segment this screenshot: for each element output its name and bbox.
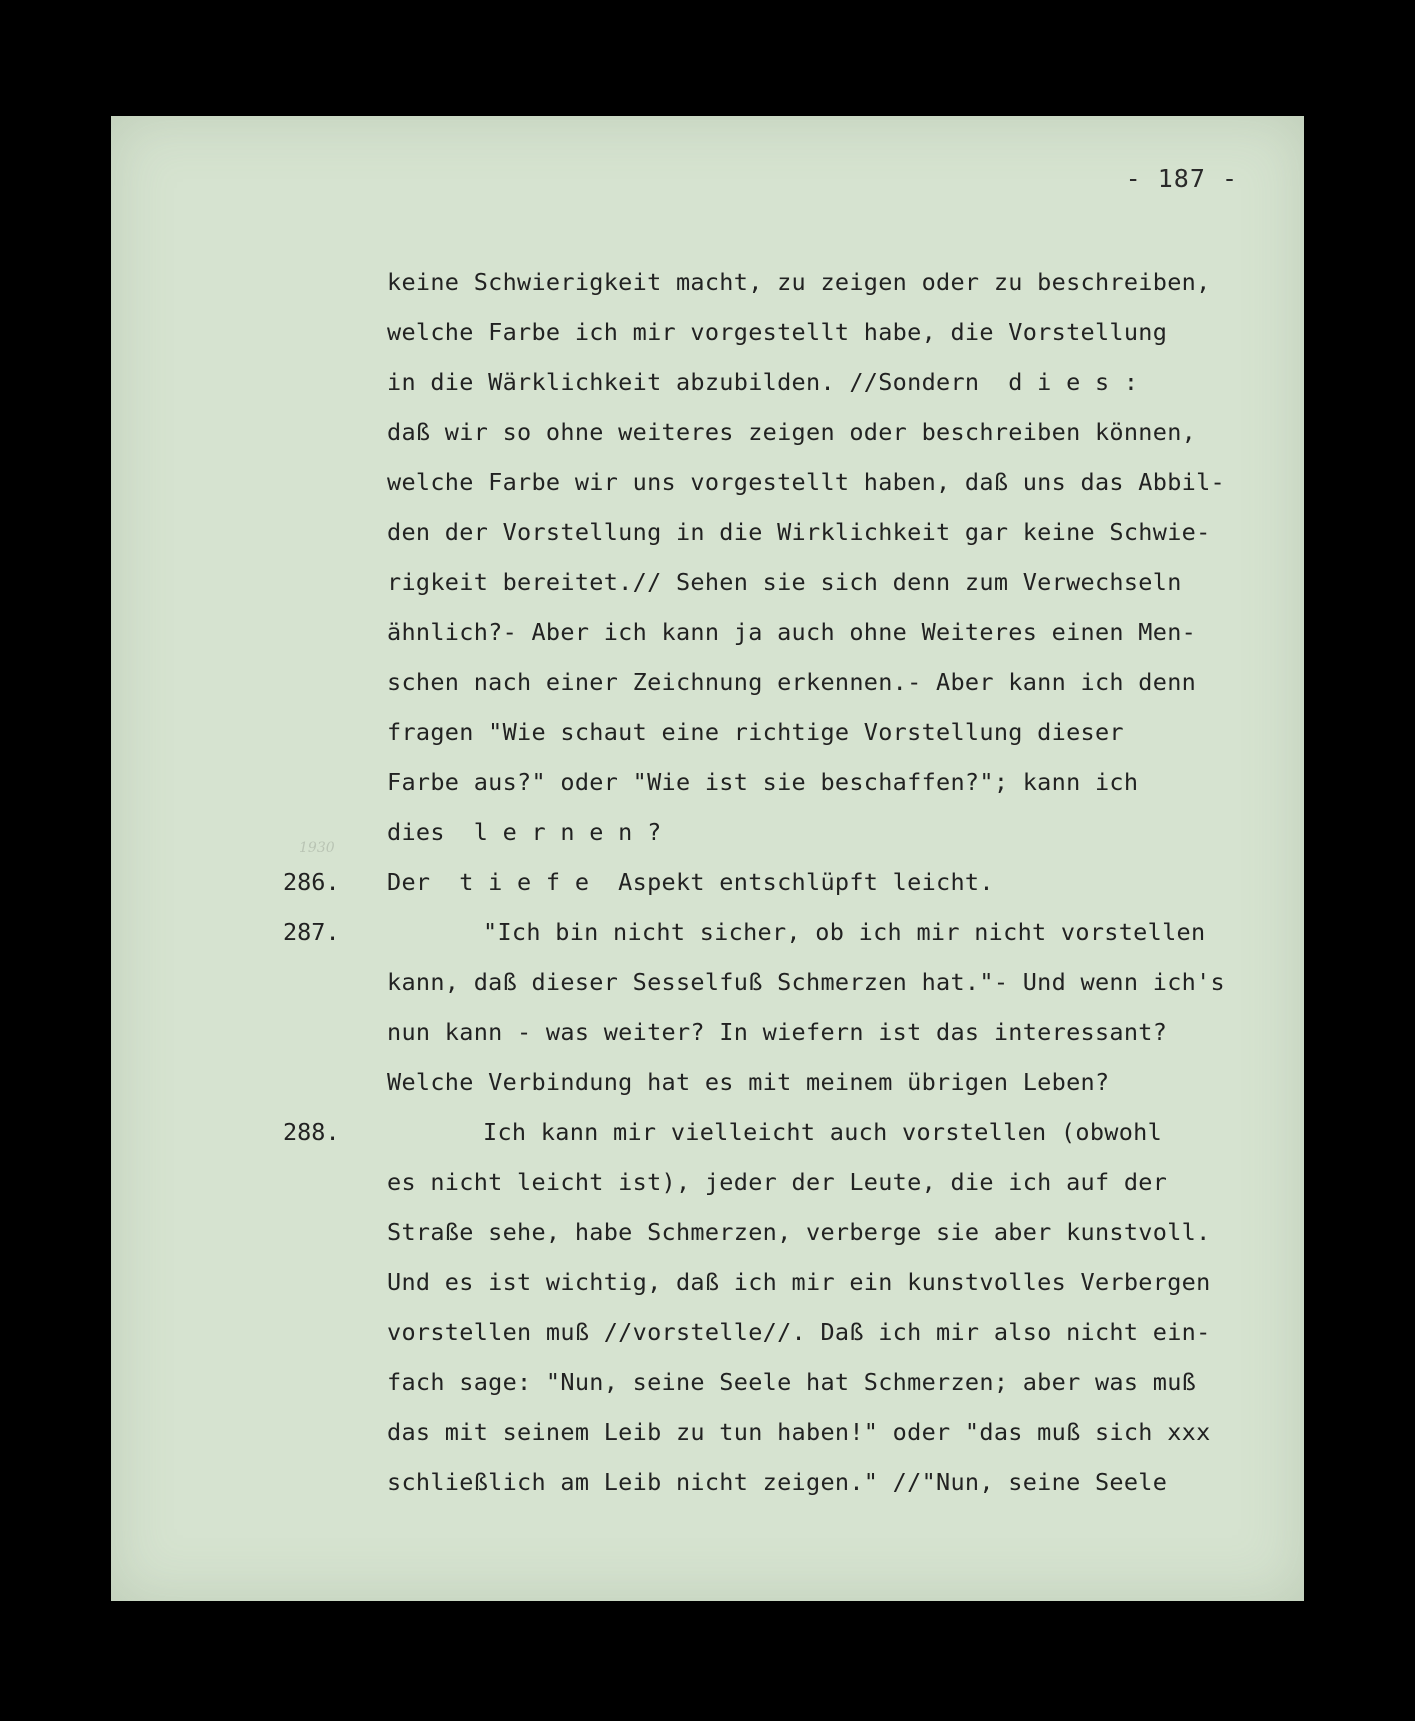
- text-line: fragen "Wie schaut eine richtige Vorstellung dieser: [387, 718, 1124, 746]
- paragraph-288-line: Und es ist wichtig, daß ich mir ein kunstvolles Verbergen: [387, 1268, 1211, 1296]
- text-line: dies l e r n e n ?: [387, 818, 662, 846]
- text-line: den der Vorstellung in die Wirklichkeit gar keine Schwie-: [387, 518, 1211, 546]
- paragraph-288-line: das mit seinem Leib zu tun haben!" oder "das muß sich xxx: [387, 1418, 1211, 1446]
- text-line: in die Wärklichkeit abzubilden. //Sondern d i e s :: [387, 368, 1139, 396]
- paragraph-288-line: Straße sehe, habe Schmerzen, verberge sie aber kunstvoll.: [387, 1218, 1211, 1246]
- paragraph-288-line: fach sage: "Nun, seine Seele hat Schmerzen; aber was muß: [387, 1368, 1197, 1396]
- text-line: ähnlich?- Aber ich kann ja auch ohne Weiteres einen Men-: [387, 618, 1197, 646]
- paragraph-286-line: Der t i e f e Aspekt entschlüpft leicht.: [387, 868, 994, 896]
- paragraph-288-line: schließlich am Leib nicht zeigen." //"Nun, seine Seele: [387, 1468, 1168, 1496]
- text-line: rigkeit bereitet.// Sehen sie sich denn zum Verwechseln: [387, 568, 1182, 596]
- document-page: [111, 116, 1304, 1601]
- text-line: welche Farbe wir uns vorgestellt haben, daß uns das Abbil-: [387, 468, 1225, 496]
- paragraph-287-line: "Ich bin nicht sicher, ob ich mir nicht vorstellen: [483, 918, 1206, 946]
- paragraph-number-286: 286.: [283, 868, 340, 896]
- text-line: welche Farbe ich mir vorgestellt habe, die Vorstellung: [387, 318, 1168, 346]
- paragraph-287-line: Welche Verbindung hat es mit meinem übrigen Leben?: [387, 1068, 1110, 1096]
- page-number: - 187 -: [1125, 164, 1238, 193]
- text-line: Farbe aus?" oder "Wie ist sie beschaffen?"; kann ich: [387, 768, 1139, 796]
- text-line: schen nach einer Zeichnung erkennen.- Aber kann ich denn: [387, 668, 1197, 696]
- text-line: daß wir so ohne weiteres zeigen oder beschreiben können,: [387, 418, 1197, 446]
- paragraph-287-line: nun kann - was weiter? In wiefern ist das interessant?: [387, 1018, 1168, 1046]
- paragraph-287-line: kann, daß dieser Sesselfuß Schmerzen hat."- Und wenn ich's: [387, 968, 1225, 996]
- paragraph-288-line: vorstellen muß //vorstelle//. Daß ich mir also nicht ein-: [387, 1318, 1211, 1346]
- paragraph-number-287: 287.: [283, 918, 340, 946]
- paragraph-288-line: Ich kann mir vielleicht auch vorstellen (obwohl: [483, 1118, 1163, 1146]
- pencil-annotation: 1930: [299, 840, 335, 856]
- paragraph-number-288: 288.: [283, 1118, 340, 1146]
- paragraph-288-line: es nicht leicht ist), jeder der Leute, die ich auf der: [387, 1168, 1168, 1196]
- text-line: keine Schwierigkeit macht, zu zeigen oder zu beschreiben,: [387, 268, 1211, 296]
